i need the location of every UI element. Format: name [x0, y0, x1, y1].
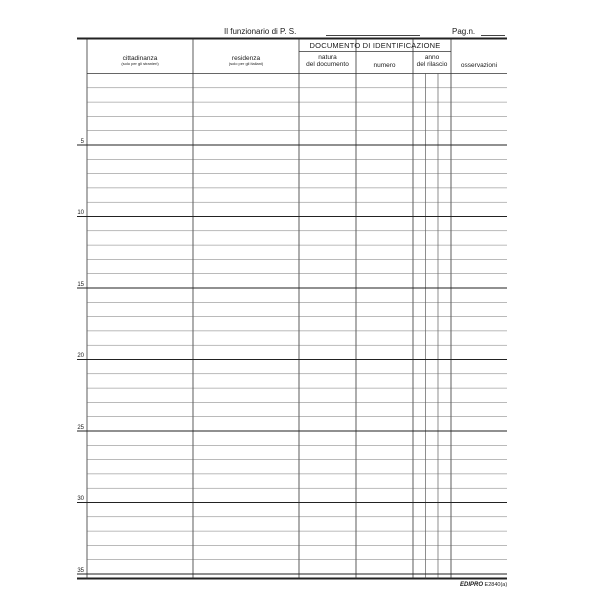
row-number-10: 10 — [77, 210, 84, 216]
residenza-label: residenza — [231, 55, 261, 62]
row-number-15: 15 — [77, 282, 84, 288]
anno-line1: anno — [424, 54, 440, 61]
osservazioni-label: osservazioni — [460, 62, 498, 69]
form-code: E2840(a) — [484, 582, 508, 588]
footer-brand — [460, 582, 507, 588]
natura-line2: del documento — [306, 61, 349, 69]
page-number-label: Pag.n. — [452, 27, 476, 36]
column-residenza — [193, 55, 299, 67]
residenza-note: (solo per gli italiani) — [228, 61, 264, 67]
anno-line2: del rilascio — [416, 61, 448, 69]
cittadinanza-label: cittadinanza — [122, 55, 158, 62]
numero-label: numero — [373, 62, 396, 69]
row-number-20: 20 — [77, 353, 84, 359]
cittadinanza-note: (solo per gli stranieri) — [121, 61, 159, 67]
column-numero — [356, 62, 413, 69]
row-number-25: 25 — [77, 425, 84, 431]
officer-label: Il funzionario di P. S. — [224, 27, 297, 36]
row-number-5: 5 — [80, 139, 84, 145]
document-group-header: DOCUMENTO DI IDENTIFICAZIONE — [309, 41, 441, 50]
brand-logo: EDIPRO — [460, 582, 484, 588]
row-number-30: 30 — [77, 496, 84, 502]
column-natura — [299, 54, 356, 69]
natura-line1: natura — [318, 54, 337, 61]
column-anno — [413, 54, 451, 69]
column-cittadinanza — [87, 55, 193, 67]
row-number-35: 35 — [77, 568, 84, 574]
column-osservazioni — [451, 62, 507, 69]
